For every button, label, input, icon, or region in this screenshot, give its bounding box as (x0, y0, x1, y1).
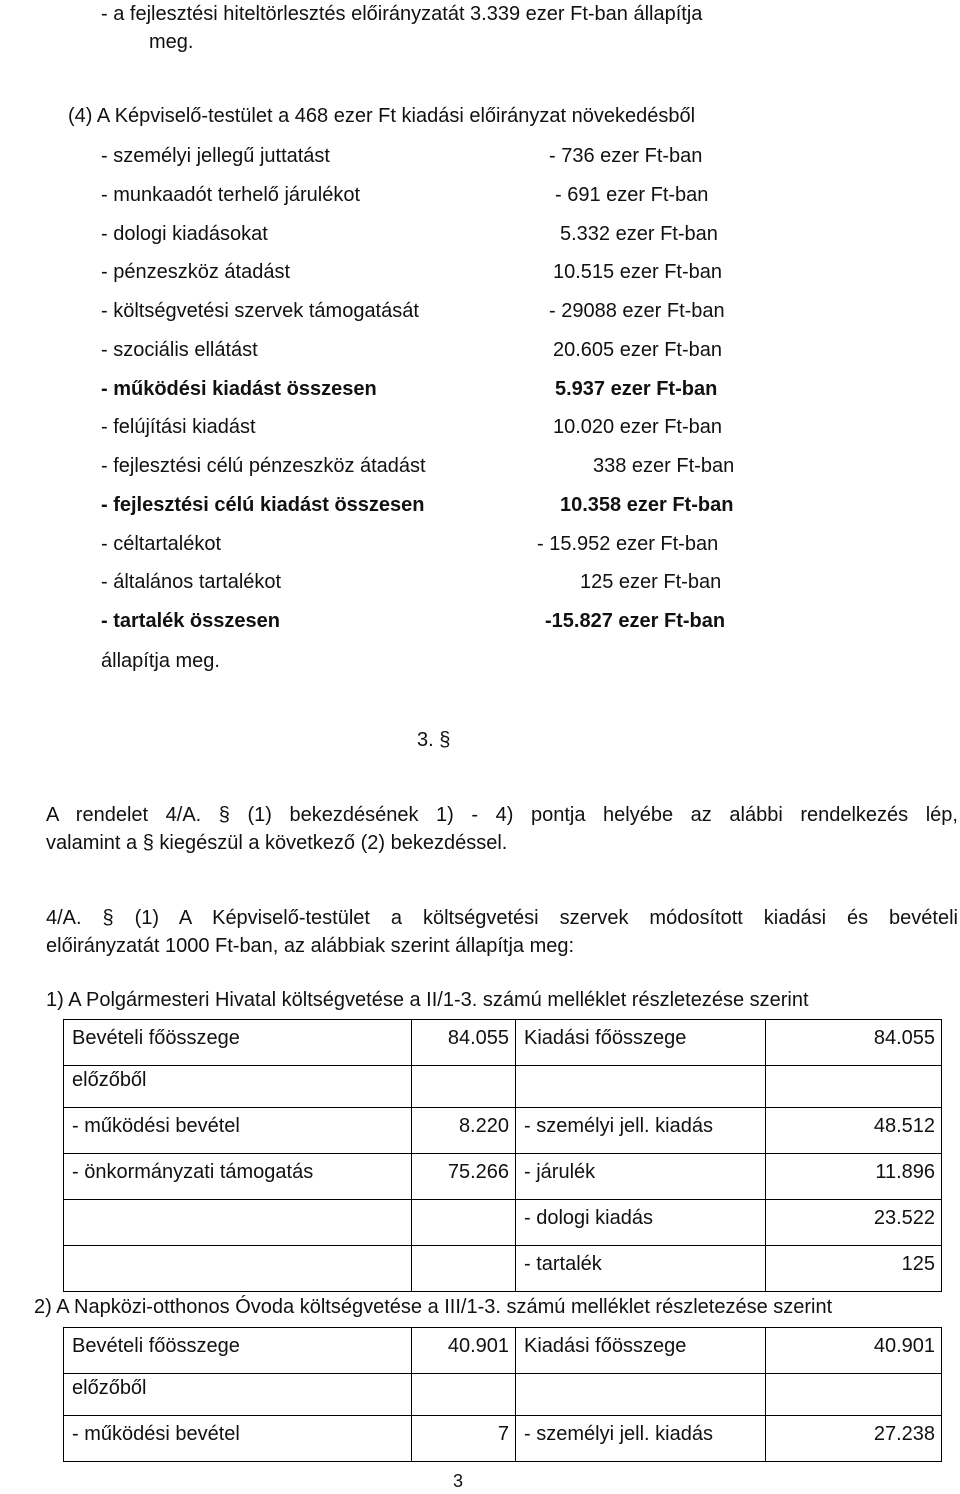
table-header-cont-row (64, 1374, 942, 1416)
revenue-total-label: Bevételi főösszege (64, 1328, 412, 1374)
empty-cell (516, 1066, 766, 1108)
allocation-value: 10.020 ezer Ft-ban (553, 416, 722, 439)
revenue-value (412, 1200, 516, 1246)
expense-total-value: 40.901 (766, 1328, 942, 1374)
closing-text: állapítja meg. (101, 650, 220, 672)
allocation-value: 125 ezer Ft-ban (580, 571, 722, 594)
allocation-value: -15.827 ezer Ft-ban (545, 610, 726, 632)
allocation-label: - szociális ellátást (101, 338, 258, 361)
revenue-label (64, 1200, 412, 1246)
revenue-value (412, 1246, 516, 1292)
expense-label: - személyi jell. kiadás (516, 1108, 766, 1154)
empty-cell (516, 1374, 766, 1416)
table-header-row (64, 1020, 942, 1066)
allocation-label: - működési kiadást összesen (101, 377, 377, 400)
revenue-total-label: Bevételi főösszege (64, 1020, 412, 1066)
page-number: 3 (453, 1471, 464, 1491)
allocation-value: 5.937 ezer Ft-ban (555, 377, 718, 400)
table-caption: 1) A Polgármesteri Hivatal költségvetése a II/1-3. számú melléklet részletezése szerint (46, 989, 809, 1011)
expense-total-label: Kiadási főösszege (516, 1328, 766, 1374)
allocation-label: - általános tartalékot (101, 571, 282, 594)
table-row (64, 1108, 942, 1154)
table-caption: 2) A Napközi-otthonos Óvoda költségvetése a III/1-3. számú melléklet részletezése szerint (34, 1296, 833, 1318)
allocation-value: 10.358 ezer Ft-ban (560, 493, 734, 516)
expense-value: 11.896 (766, 1154, 942, 1200)
expense-value: 23.522 (766, 1200, 942, 1246)
empty-cell (766, 1374, 942, 1416)
expense-label: - személyi jell. kiadás (516, 1416, 766, 1462)
allocation-label: - pénzeszköz átadást (101, 261, 290, 284)
allocation-label: - tartalék összesen (101, 610, 280, 632)
revenue-total-value: 40.901 (412, 1328, 516, 1374)
amendment-line: A rendelet 4/A. § (1) bekezdésének 1) - 4) pontja helyébe az alábbi rendelkezés lép, (46, 804, 958, 826)
allocation-label: - felújítási kiadást (101, 416, 256, 439)
revenue-value: 7 (412, 1416, 516, 1462)
allocation-label: - személyi jellegű juttatást (101, 145, 330, 167)
revenue-label: - működési bevétel (64, 1108, 412, 1154)
allocation-label: - munkaadót terhelő járulékot (101, 183, 361, 206)
amendment-line: valamint a § kiegészül a következő (2) bekezdéssel. (46, 832, 508, 854)
paragraph-intro: (4) A Képviselő-testület a 468 ezer Ft kiadási előirányzat növekedésből (68, 105, 696, 127)
revenue-value: 8.220 (412, 1108, 516, 1154)
article-line: 4/A. § (1) A Képviselő-testület a költségvetési szervek módosított kiadási és bevételi (46, 907, 958, 929)
expense-label: - dologi kiadás (516, 1200, 766, 1246)
text-line: meg. (149, 31, 194, 53)
expense-total-label: Kiadási főösszege (516, 1020, 766, 1066)
table-row (64, 1154, 942, 1200)
allocation-label: - fejlesztési célú kiadást összesen (101, 493, 425, 516)
table-row (64, 1246, 942, 1292)
revenue-label: - önkormányzati támogatás (64, 1154, 412, 1200)
allocation-label: - céltartalékot (101, 532, 222, 555)
expense-label: - tartalék (516, 1246, 766, 1292)
empty-cell (412, 1374, 516, 1416)
table-row (64, 1200, 942, 1246)
budget-table-1 (63, 1019, 942, 1292)
header-continuation: előzőből (64, 1066, 412, 1108)
table-row (64, 1416, 942, 1462)
allocation-value: 338 ezer Ft-ban (593, 455, 735, 477)
table-header-row (64, 1328, 942, 1374)
allocation-value: - 691 ezer Ft-ban (555, 183, 709, 206)
table-header-cont-row (64, 1066, 942, 1108)
expense-value: 27.238 (766, 1416, 942, 1462)
expense-value: 48.512 (766, 1108, 942, 1154)
allocation-value: 20.605 ezer Ft-ban (553, 338, 722, 361)
expense-label: - járulék (516, 1154, 766, 1200)
text-line: - a fejlesztési hiteltörlesztés előirányzatát 3.339 ezer Ft-ban állapítja (101, 3, 703, 25)
allocation-value: - 736 ezer Ft-ban (549, 145, 703, 167)
revenue-value: 75.266 (412, 1154, 516, 1200)
header-continuation: előzőből (64, 1374, 412, 1416)
budget-table-2 (63, 1327, 942, 1462)
allocation-value: - 15.952 ezer Ft-ban (537, 532, 719, 555)
allocation-value: 5.332 ezer Ft-ban (560, 222, 718, 245)
expense-total-value: 84.055 (766, 1020, 942, 1066)
revenue-label (64, 1246, 412, 1292)
allocation-value: - 29088 ezer Ft-ban (549, 300, 725, 322)
expense-value: 125 (766, 1246, 942, 1292)
empty-cell (412, 1066, 516, 1108)
allocation-label: - dologi kiadásokat (101, 222, 268, 245)
revenue-label: - működési bevétel (64, 1416, 412, 1462)
revenue-total-value: 84.055 (412, 1020, 516, 1066)
article-line: előirányzatát 1000 Ft-ban, az alábbiak szerint állapítja meg: (46, 935, 575, 957)
allocation-label: - fejlesztési célú pénzeszköz átadást (101, 455, 426, 477)
empty-cell (766, 1066, 942, 1108)
allocation-value: 10.515 ezer Ft-ban (553, 261, 722, 284)
section-number: 3. § (417, 729, 451, 751)
allocation-label: - költségvetési szervek támogatását (101, 300, 419, 322)
